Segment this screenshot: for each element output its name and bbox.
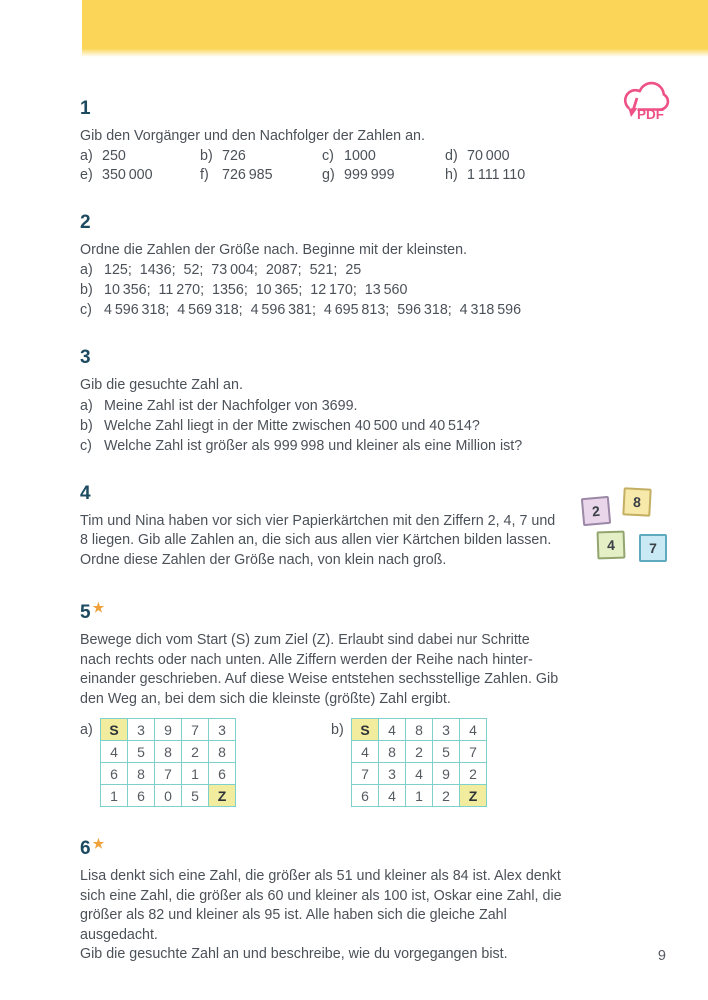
number-grids [80, 718, 564, 806]
item-value: 125; 1436; 52; 73 004; 2087; 521; 25 [104, 262, 362, 278]
page-number: 9 [657, 948, 666, 964]
item-label: a) [80, 147, 93, 164]
item-label: c) [322, 147, 334, 164]
grid-a-label: a) [80, 722, 93, 738]
item-label: a) [80, 262, 93, 278]
grid-cell: 2 [181, 740, 209, 763]
grid-cell: 8 [127, 762, 155, 785]
exercise-1-items-row-2 [80, 166, 564, 185]
grid-cell: 3 [378, 762, 406, 785]
item-value: 1000 [344, 147, 376, 164]
item-value: 350 000 [102, 166, 153, 183]
exercise-text: Lisa denkt sich eine Zahl, die größer als 51 und kleiner als 84 ist. Alex denkt sich eine Zahl, die größer als 60 und kleiner als 100 ist, Oskar eine Zahl, die größer als 82 und kleiner als 95 ist. Alle haben sich die gleiche Zahl ausgedacht. [80, 868, 562, 943]
exercise-item [80, 166, 200, 185]
item-label: a) [80, 397, 93, 414]
ziel-cell: Z [208, 784, 236, 807]
exercise-6 [80, 833, 564, 965]
grid-cell: 1 [181, 762, 209, 785]
exercise-2 [80, 212, 564, 321]
item-value: 1 111 110 [467, 166, 526, 183]
grid-cell: 4 [405, 762, 433, 785]
exercise-item [80, 436, 564, 456]
exercise-1 [80, 98, 564, 185]
item-label: b) [80, 417, 93, 434]
item-label: e) [80, 166, 93, 183]
item-value: Welche Zahl liegt in der Mitte zwischen 40 500 und 40 514? [104, 417, 480, 434]
grid-cell: 4 [100, 740, 128, 763]
item-label: g) [322, 166, 335, 183]
grid-cell: 9 [432, 762, 460, 785]
header-bar [82, 0, 708, 57]
exercise-number: 2 [80, 211, 91, 233]
item-label: c) [80, 437, 92, 454]
item-label: d) [445, 147, 458, 164]
digit-cards [580, 486, 674, 564]
grid-cell: 6 [351, 784, 379, 807]
star-icon: ★ [92, 600, 105, 615]
grid-cell: 2 [459, 762, 487, 785]
exercise-number: 1 [80, 98, 91, 119]
grid-cell: 0 [154, 784, 182, 807]
item-value: 70 000 [467, 147, 510, 164]
cloud-download-icon [616, 74, 672, 128]
grid-cell: 7 [459, 740, 487, 763]
grid-cell: 3 [432, 718, 460, 741]
item-value: 726 985 [222, 166, 273, 183]
exercise-item [80, 396, 564, 416]
grid-cell: 6 [208, 762, 236, 785]
exercise-number: 3 [80, 347, 91, 368]
number-grid-a [100, 718, 235, 806]
grid-cell: 7 [154, 762, 182, 785]
exercise-item [200, 147, 322, 166]
grid-cell: 8 [154, 740, 182, 763]
exercise-text: Tim und Nina haben vor sich vier Papierkärtchen mit den Ziffern 2, 4, 7 und 8 liegen. Gib alle Zahlen an, die sich aus allen vier Kärtchen bilden lassen. Ordne diese Zahlen der Größe nach, von klein nach groß. [80, 512, 556, 568]
item-value: Meine Zahl ist der Nachfolger von 3699. [104, 397, 358, 414]
grid-cell: 5 [432, 740, 460, 763]
exercise-number: 5 [80, 602, 91, 623]
exercise-3-items [80, 396, 564, 456]
grid-cell: 8 [405, 718, 433, 741]
grid-cell: 5 [181, 784, 209, 807]
exercise-page [80, 57, 564, 992]
pdf-label: PDF [637, 107, 664, 122]
pdf-download-button[interactable] [616, 74, 672, 128]
star-icon: ★ [92, 836, 105, 851]
grid-b-label: b) [331, 722, 344, 738]
exercise-4 [80, 483, 564, 571]
start-cell: S [100, 718, 128, 741]
grid-cell: 6 [100, 762, 128, 785]
item-label: b) [80, 282, 93, 298]
start-cell: S [351, 718, 379, 741]
item-value: 4 596 318; 4 569 318; 4 596 381; 4 695 813; 596 318; 4 318 596 [104, 302, 522, 318]
exercise-intro: Gib den Vorgänger und den Nachfolger der Zahlen an. [80, 128, 425, 144]
exercise-item [80, 280, 564, 300]
exercise-3 [80, 347, 564, 456]
grid-cell: 7 [181, 718, 209, 741]
exercise-item [445, 147, 564, 166]
exercise-intro: Gib die gesuchte Zahl an. [80, 377, 243, 393]
grid-cell: 4 [351, 740, 379, 763]
exercise-item [80, 416, 564, 436]
item-label: b) [200, 147, 213, 164]
grid-cell: 4 [378, 718, 406, 741]
digit-card: 2 [581, 496, 611, 526]
exercise-item [445, 166, 564, 185]
exercise-2-items [80, 260, 564, 320]
exercise-5 [80, 597, 564, 806]
exercise-item [80, 300, 564, 320]
exercise-text: Bewege dich vom Start (S) zum Ziel (Z). Erlaubt sind dabei nur Schritte nach rechts oder nach unten. Alle Ziffern werden der Reihe nach hintereinander geschrieben. Auf diese Weise entstehen sechsstellige Zahlen. Gib den Weg an, bei dem sich die kleinste (größte) Zahl ergibt. [80, 632, 559, 707]
item-value: Welche Zahl ist größer als 999 998 und kleiner als eine Million ist? [104, 437, 523, 454]
ziel-cell: Z [459, 784, 487, 807]
grid-cell: 6 [127, 784, 155, 807]
exercise-intro: Ordne die Zahlen der Größe nach. Beginne mit der kleinsten. [80, 241, 468, 258]
grid-cell: 2 [432, 784, 460, 807]
grid-cell: 8 [208, 740, 236, 763]
exercise-text: Gib die gesuchte Zahl an und beschreibe, wie du vorgegangen bist. [80, 946, 508, 962]
digit-card: 7 [639, 534, 667, 562]
item-value: 999 999 [344, 166, 395, 183]
exercise-number: 6 [80, 838, 91, 859]
item-value: 10 356; 11 270; 1356; 10 365; 12 170; 13 560 [104, 282, 408, 298]
grid-cell: 5 [127, 740, 155, 763]
digit-card: 4 [597, 531, 626, 560]
grid-cell: 8 [378, 740, 406, 763]
exercise-1-items-row-1 [80, 147, 564, 166]
grid-cell: 1 [100, 784, 128, 807]
item-label: h) [445, 166, 458, 183]
digit-card: 8 [622, 487, 651, 516]
exercise-item [322, 166, 445, 185]
grid-cell: 4 [459, 718, 487, 741]
exercise-number: 4 [80, 482, 91, 504]
grid-cell: 1 [405, 784, 433, 807]
item-label: f) [200, 166, 209, 183]
grid-cell: 3 [208, 718, 236, 741]
item-label: c) [80, 302, 92, 318]
grid-cell: 7 [351, 762, 379, 785]
exercise-item [80, 147, 200, 166]
number-grid-b [351, 718, 486, 806]
grid-cell: 2 [405, 740, 433, 763]
grid-cell: 3 [127, 718, 155, 741]
item-value: 726 [222, 147, 246, 164]
exercise-item [80, 260, 564, 280]
grid-cell: 4 [378, 784, 406, 807]
exercise-item [322, 147, 445, 166]
grid-cell: 9 [154, 718, 182, 741]
exercise-item [200, 166, 322, 185]
item-value: 250 [102, 147, 126, 164]
